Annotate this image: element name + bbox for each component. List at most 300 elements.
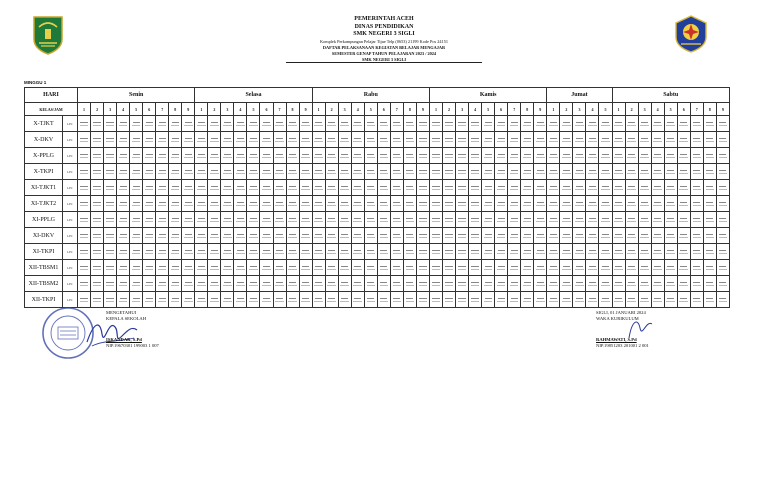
schedule-cell	[91, 260, 104, 276]
class-row	[25, 244, 730, 260]
schedule-cell	[78, 164, 91, 180]
schedule-cell	[104, 132, 117, 148]
schedule-cell	[403, 212, 416, 228]
schedule-cell	[599, 228, 612, 244]
schedule-cell	[338, 164, 351, 180]
schedule-cell	[234, 260, 247, 276]
schedule-cell	[586, 132, 599, 148]
schedule-cell	[469, 180, 482, 196]
schedule-cell	[612, 164, 625, 180]
schedule-cell	[521, 292, 534, 308]
schedule-cell	[195, 196, 208, 212]
period-number: 2	[325, 103, 338, 116]
schedule-cell	[91, 196, 104, 212]
schedule-cell	[429, 164, 442, 180]
day-header-jumat: Jumat	[547, 88, 612, 103]
header-school: SMK NEGERI 3 SIGLI	[353, 31, 415, 37]
schedule-cell	[690, 260, 703, 276]
schedule-cell	[247, 260, 260, 276]
schedule-cell	[221, 116, 234, 132]
schedule-cell	[182, 260, 195, 276]
schedule-cell	[403, 148, 416, 164]
class-name: XI-PPLG	[25, 212, 63, 228]
schedule-cell	[586, 228, 599, 244]
period-number: 7	[390, 103, 403, 116]
schedule-cell	[182, 148, 195, 164]
schedule-cell	[130, 292, 143, 308]
schedule-cell	[234, 132, 247, 148]
schedule-cell	[664, 148, 677, 164]
schedule-cell	[390, 212, 403, 228]
schedule-cell	[286, 196, 299, 212]
schedule-cell	[416, 196, 429, 212]
schedule-cell	[677, 148, 690, 164]
schedule-cell	[338, 260, 351, 276]
schedule-cell	[443, 196, 456, 212]
schedule-cell	[690, 164, 703, 180]
period-number: 6	[495, 103, 508, 116]
schedule-cell	[429, 276, 442, 292]
schedule-cell	[104, 212, 117, 228]
schedule-cell	[403, 276, 416, 292]
schedule-cell	[612, 228, 625, 244]
schedule-cell	[182, 212, 195, 228]
schedule-cell	[560, 116, 573, 132]
schedule-cell	[716, 164, 729, 180]
schedule-cell	[104, 228, 117, 244]
schedule-cell	[469, 164, 482, 180]
schedule-cell	[625, 276, 638, 292]
schedule-cell	[195, 244, 208, 260]
schedule-cell	[364, 228, 377, 244]
schedule-cell	[534, 116, 547, 132]
schedule-cell	[351, 212, 364, 228]
schedule-cell	[521, 196, 534, 212]
schedule-cell	[338, 132, 351, 148]
schedule-cell	[273, 132, 286, 148]
schedule-cell	[260, 148, 273, 164]
schedule-cell	[117, 244, 130, 260]
schedule-cell	[221, 180, 234, 196]
schedule-cell	[130, 180, 143, 196]
schedule-cell	[143, 164, 156, 180]
schedule-cell	[416, 292, 429, 308]
schedule-cell	[299, 228, 312, 244]
period-number: 4	[351, 103, 364, 116]
schedule-cell	[260, 164, 273, 180]
schedule-cell	[429, 180, 442, 196]
schedule-cell	[364, 260, 377, 276]
schedule-cell	[651, 212, 664, 228]
schedule-cell	[260, 260, 273, 276]
schedule-cell	[456, 212, 469, 228]
schedule-cell	[416, 276, 429, 292]
schedule-cell	[156, 116, 169, 132]
schedule-cell	[664, 116, 677, 132]
schedule-cell	[117, 276, 130, 292]
sig-right-name: RAHMAWATI, S.Pd	[596, 337, 637, 342]
schedule-cell	[312, 260, 325, 276]
schedule-cell	[625, 244, 638, 260]
lpc-label: LPC	[63, 244, 78, 260]
schedule-cell	[443, 292, 456, 308]
schedule-cell	[117, 292, 130, 308]
schedule-cell	[286, 116, 299, 132]
schedule-cell	[716, 196, 729, 212]
schedule-cell	[286, 212, 299, 228]
schedule-cell	[403, 164, 416, 180]
schedule-cell	[221, 244, 234, 260]
schedule-cell	[234, 228, 247, 244]
schedule-cell	[247, 292, 260, 308]
schedule-cell	[182, 276, 195, 292]
schedule-cell	[299, 276, 312, 292]
schedule-cell	[677, 164, 690, 180]
schedule-cell	[403, 244, 416, 260]
schedule-cell	[312, 244, 325, 260]
schedule-cell	[169, 228, 182, 244]
period-number: 5	[664, 103, 677, 116]
schedule-cell	[586, 148, 599, 164]
schedule-cell	[143, 228, 156, 244]
schedule-cell	[78, 180, 91, 196]
schedule-cell	[351, 116, 364, 132]
schedule-cell	[221, 196, 234, 212]
schedule-cell	[416, 164, 429, 180]
schedule-cell	[416, 260, 429, 276]
schedule-cell	[156, 228, 169, 244]
schedule-cell	[429, 292, 442, 308]
schedule-cell	[638, 228, 651, 244]
period-number: 1	[78, 103, 91, 116]
schedule-cell	[91, 244, 104, 260]
schedule-cell	[377, 116, 390, 132]
schedule-cell	[221, 132, 234, 148]
schedule-cell	[586, 116, 599, 132]
schedule-cell	[91, 132, 104, 148]
schedule-cell	[169, 292, 182, 308]
schedule-cell	[469, 292, 482, 308]
schedule-cell	[612, 212, 625, 228]
schedule-cell	[495, 244, 508, 260]
schedule-cell	[273, 180, 286, 196]
schedule-cell	[677, 228, 690, 244]
schedule-cell	[625, 148, 638, 164]
schedule-cell	[599, 260, 612, 276]
schedule-cell	[599, 132, 612, 148]
schedule-cell	[234, 292, 247, 308]
period-number: 5	[130, 103, 143, 116]
schedule-cell	[703, 196, 716, 212]
schedule-cell	[403, 292, 416, 308]
schedule-cell	[156, 196, 169, 212]
schedule-cell	[143, 260, 156, 276]
schedule-cell	[612, 180, 625, 196]
schedule-cell	[169, 244, 182, 260]
schedule-cell	[612, 244, 625, 260]
schedule-cell	[508, 292, 521, 308]
schedule-cell	[416, 180, 429, 196]
schedule-cell	[690, 196, 703, 212]
class-row	[25, 292, 730, 308]
schedule-cell	[638, 276, 651, 292]
schedule-cell	[573, 244, 586, 260]
schedule-cell	[143, 116, 156, 132]
schedule-cell	[104, 276, 117, 292]
schedule-cell	[482, 244, 495, 260]
day-header-sabtu: Sabtu	[612, 88, 729, 103]
header-divider	[286, 62, 482, 63]
schedule-cell	[130, 116, 143, 132]
schedule-cell	[638, 116, 651, 132]
schedule-cell	[690, 292, 703, 308]
schedule-cell	[716, 228, 729, 244]
schedule-cell	[260, 228, 273, 244]
schedule-cell	[78, 260, 91, 276]
schedule-cell	[534, 132, 547, 148]
period-number: 5	[364, 103, 377, 116]
schedule-cell	[169, 148, 182, 164]
schedule-cell	[104, 292, 117, 308]
schedule-cell	[351, 164, 364, 180]
schedule-cell	[599, 244, 612, 260]
class-name: XI-DKV	[25, 228, 63, 244]
schedule-cell	[690, 180, 703, 196]
schedule-cell	[325, 228, 338, 244]
schedule-cell	[560, 228, 573, 244]
schedule-cell	[117, 196, 130, 212]
schedule-cell	[586, 180, 599, 196]
schedule-cell	[547, 180, 560, 196]
schedule-cell	[456, 228, 469, 244]
schedule-cell	[521, 244, 534, 260]
schedule-cell	[547, 212, 560, 228]
schedule-cell	[534, 276, 547, 292]
schedule-cell	[351, 180, 364, 196]
schedule-cell	[390, 164, 403, 180]
schedule-cell	[482, 196, 495, 212]
schedule-cell	[403, 260, 416, 276]
schedule-cell	[143, 276, 156, 292]
period-number: 2	[91, 103, 104, 116]
schedule-cell	[130, 164, 143, 180]
schedule-cell	[104, 116, 117, 132]
schedule-cell	[416, 212, 429, 228]
schedule-cell	[351, 228, 364, 244]
schedule-cell	[703, 132, 716, 148]
schedule-cell	[521, 260, 534, 276]
schedule-cell	[364, 148, 377, 164]
schedule-cell	[716, 276, 729, 292]
schedule-cell	[351, 292, 364, 308]
schedule-cell	[560, 148, 573, 164]
schedule-cell	[390, 276, 403, 292]
schedule-cell	[651, 228, 664, 244]
schedule-cell	[625, 292, 638, 308]
schedule-cell	[338, 212, 351, 228]
day-header-rabu: Rabu	[312, 88, 429, 103]
schedule-cell	[377, 292, 390, 308]
schedule-cell	[234, 212, 247, 228]
schedule-cell	[508, 228, 521, 244]
doc-title-2: SEMESTER GENAP TAHUN PELAJARAN 2023 / 2024	[331, 50, 437, 56]
lpc-label: LPC	[63, 228, 78, 244]
schedule-cell	[560, 132, 573, 148]
lpc-label: LPC	[63, 276, 78, 292]
schedule-cell	[625, 260, 638, 276]
class-row	[25, 212, 730, 228]
schedule-cell	[625, 132, 638, 148]
schedule-cell	[182, 132, 195, 148]
schedule-cell	[443, 228, 456, 244]
schedule-cell	[638, 148, 651, 164]
class-row	[25, 116, 730, 132]
schedule-cell	[651, 260, 664, 276]
schedule-cell	[625, 116, 638, 132]
schedule-cell	[664, 164, 677, 180]
schedule-cell	[716, 132, 729, 148]
schedule-cell	[169, 132, 182, 148]
schedule-cell	[325, 148, 338, 164]
schedule-cell	[521, 164, 534, 180]
schedule-cell	[286, 132, 299, 148]
schedule-cell	[521, 116, 534, 132]
schedule-cell	[299, 244, 312, 260]
schedule-cell	[534, 164, 547, 180]
principal-signature-block	[106, 310, 159, 349]
schedule-cell	[364, 196, 377, 212]
schedule-cell	[104, 180, 117, 196]
period-number: 3	[456, 103, 469, 116]
schedule-cell	[456, 116, 469, 132]
schedule-cell	[716, 180, 729, 196]
schedule-cell	[351, 148, 364, 164]
schedule-cell	[169, 212, 182, 228]
schedule-cell	[508, 244, 521, 260]
schedule-cell	[260, 196, 273, 212]
sig-right-line2: WAKA KURIKULUM	[596, 316, 639, 321]
schedule-cell	[169, 196, 182, 212]
schedule-cell	[104, 196, 117, 212]
schedule-cell	[338, 276, 351, 292]
schedule-cell	[273, 276, 286, 292]
schedule-cell	[508, 148, 521, 164]
schedule-cell	[390, 196, 403, 212]
schedule-cell	[534, 148, 547, 164]
schedule-cell	[312, 212, 325, 228]
schedule-cell	[299, 196, 312, 212]
schedule-cell	[521, 180, 534, 196]
schedule-cell	[638, 180, 651, 196]
schedule-cell	[390, 228, 403, 244]
schedule-cell	[573, 164, 586, 180]
sig-left-line1: MENGETAHUI	[106, 310, 137, 315]
schedule-cell	[221, 148, 234, 164]
schedule-cell	[182, 116, 195, 132]
schedule-cell	[169, 180, 182, 196]
schedule-cell	[286, 228, 299, 244]
schedule-cell	[638, 164, 651, 180]
schedule-cell	[221, 164, 234, 180]
schedule-cell	[247, 228, 260, 244]
hari-header: HARI	[25, 88, 78, 103]
schedule-cell	[664, 196, 677, 212]
schedule-cell	[586, 164, 599, 180]
schedule-cell	[612, 276, 625, 292]
schedule-cell	[325, 292, 338, 308]
schedule-cell	[234, 244, 247, 260]
schedule-cell	[325, 116, 338, 132]
schedule-cell	[338, 180, 351, 196]
schedule-cell	[156, 132, 169, 148]
schedule-cell	[156, 292, 169, 308]
schedule-cell	[247, 276, 260, 292]
schedule-cell	[247, 116, 260, 132]
schedule-cell	[547, 244, 560, 260]
schedule-cell	[586, 212, 599, 228]
schedule-cell	[573, 196, 586, 212]
schedule-cell	[91, 116, 104, 132]
schedule-cell	[508, 212, 521, 228]
schedule-cell	[260, 276, 273, 292]
schedule-cell	[482, 132, 495, 148]
schedule-cell	[429, 132, 442, 148]
schedule-cell	[156, 148, 169, 164]
schedule-cell	[325, 164, 338, 180]
schedule-cell	[625, 212, 638, 228]
schedule-cell	[260, 116, 273, 132]
schedule-cell	[247, 164, 260, 180]
schedule-cell	[703, 212, 716, 228]
lpc-label: LPC	[63, 180, 78, 196]
schedule-cell	[377, 244, 390, 260]
lpc-label: LPC	[63, 260, 78, 276]
schedule-cell	[456, 164, 469, 180]
schedule-cell	[273, 196, 286, 212]
curriculum-signature-block	[596, 310, 649, 349]
schedule-cell	[508, 132, 521, 148]
schedule-cell	[377, 196, 390, 212]
schedule-cell	[91, 228, 104, 244]
schedule-cell	[325, 196, 338, 212]
schedule-cell	[560, 212, 573, 228]
schedule-cell	[169, 116, 182, 132]
class-name: X-TJKT	[25, 116, 63, 132]
schedule-cell	[338, 116, 351, 132]
schedule-cell	[286, 164, 299, 180]
schedule-cell	[482, 276, 495, 292]
schedule-cell	[273, 292, 286, 308]
schedule-cell	[703, 180, 716, 196]
schedule-cell	[364, 244, 377, 260]
class-name: X-TKPI	[25, 164, 63, 180]
schedule-cell	[143, 196, 156, 212]
schedule-cell	[312, 276, 325, 292]
schedule-cell	[234, 180, 247, 196]
schedule-cell	[91, 164, 104, 180]
schedule-cell	[638, 212, 651, 228]
schedule-cell	[690, 212, 703, 228]
schedule-cell	[586, 276, 599, 292]
schedule-cell	[403, 116, 416, 132]
schedule-cell	[690, 132, 703, 148]
schedule-cell	[664, 292, 677, 308]
schedule-cell	[573, 148, 586, 164]
schedule-cell	[482, 180, 495, 196]
class-name: XI-TJKT1	[25, 180, 63, 196]
schedule-cell	[495, 292, 508, 308]
schedule-cell	[664, 244, 677, 260]
